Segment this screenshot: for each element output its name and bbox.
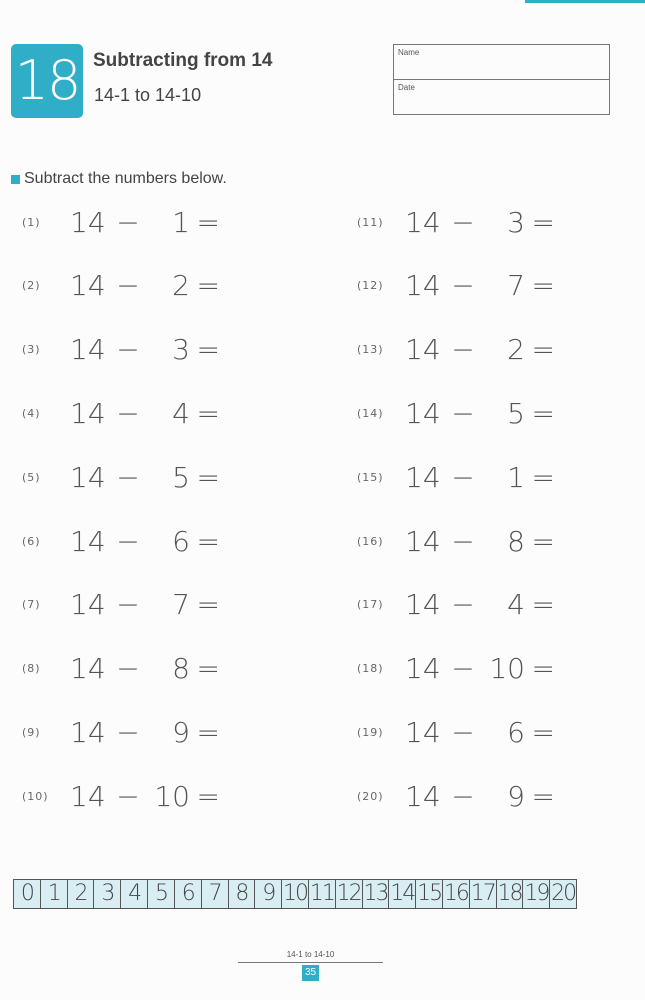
problem-number: (6): [22, 534, 41, 548]
minuend: 14: [70, 779, 106, 813]
minus-sign: −: [451, 333, 475, 367]
number-line-cell: 13: [363, 881, 388, 906]
subtrahend: 4: [507, 588, 525, 622]
minuend: 14: [405, 652, 441, 686]
minus-sign: −: [116, 269, 140, 303]
problem-item: [22, 649, 220, 689]
number-line-cell: 16: [443, 881, 468, 906]
minuend: 14: [405, 396, 441, 430]
subtrahend: 8: [507, 524, 525, 558]
minuend: 14: [70, 333, 106, 367]
problem-item: [357, 457, 555, 497]
problem-number: (18): [357, 662, 384, 676]
problem-number: (2): [22, 279, 41, 293]
subtrahend: 6: [507, 715, 525, 749]
minus-sign: −: [451, 715, 475, 749]
problem-item: [357, 202, 555, 242]
instruction: [11, 170, 227, 188]
worksheet-title: Subtracting from 14: [93, 50, 273, 71]
problem-item: [357, 712, 555, 752]
problem-item: [22, 521, 220, 561]
minus-sign: −: [451, 205, 475, 239]
minuend: 14: [70, 205, 106, 239]
number-line-cell: 7: [202, 880, 229, 908]
number-line-cell: 1: [41, 880, 68, 908]
problem-item: [357, 330, 555, 370]
minuend: 14: [405, 779, 441, 813]
problem-number: (14): [357, 406, 384, 420]
subtrahend: 3: [507, 205, 525, 239]
equals-sign: =: [531, 779, 555, 813]
problem-number: (16): [357, 534, 384, 548]
problem-number: (1): [22, 215, 41, 229]
equals-sign: =: [531, 524, 555, 558]
problem-number: (12): [357, 279, 384, 293]
problem-number: (8): [22, 662, 41, 676]
number-line-cell: 11: [309, 881, 334, 906]
worksheet-subtitle: 14-1 to 14-10: [94, 85, 202, 105]
problem-item: [22, 585, 220, 625]
minuend: 14: [405, 333, 441, 367]
subtrahend: 5: [507, 396, 525, 430]
equals-sign: =: [531, 205, 555, 239]
minuend: 14: [70, 652, 106, 686]
number-line: [13, 879, 577, 909]
equals-sign: =: [196, 396, 220, 430]
subtrahend: 5: [172, 460, 190, 494]
problem-item: [357, 585, 555, 625]
minus-sign: −: [116, 460, 140, 494]
number-line-cell: 6: [175, 880, 202, 908]
problem-number: (3): [22, 343, 41, 357]
number-line-cell: 17: [470, 881, 495, 906]
problem-item: [357, 393, 555, 433]
subtrahend: 7: [507, 269, 525, 303]
subtrahend: 9: [172, 715, 190, 749]
problem-item: [22, 202, 220, 242]
number-line-cell: 14: [390, 881, 415, 906]
minuend: 14: [70, 588, 106, 622]
subtrahend: 6: [172, 524, 190, 558]
minuend: 14: [70, 715, 106, 749]
subtrahend: 3: [172, 333, 190, 367]
problem-number: (11): [357, 215, 384, 229]
minus-sign: −: [451, 269, 475, 303]
number-line-cell: 9: [255, 880, 282, 908]
problem-number: (15): [357, 470, 384, 484]
problem-number: (9): [22, 725, 41, 739]
equals-sign: =: [196, 460, 220, 494]
equals-sign: =: [531, 652, 555, 686]
minus-sign: −: [451, 396, 475, 430]
minus-sign: −: [116, 333, 140, 367]
minus-sign: −: [451, 460, 475, 494]
minus-sign: −: [116, 652, 140, 686]
subtrahend: 1: [172, 205, 190, 239]
equals-sign: =: [531, 588, 555, 622]
minus-sign: −: [116, 524, 140, 558]
minuend: 14: [405, 715, 441, 749]
equals-sign: =: [531, 715, 555, 749]
subtrahend: 7: [172, 588, 190, 622]
number-line-cell: 15: [417, 881, 442, 906]
problem-number: (4): [22, 406, 41, 420]
problem-item: [22, 330, 220, 370]
name-label: Name: [398, 48, 420, 57]
subtrahend: 2: [172, 269, 190, 303]
subtrahend: 1: [507, 460, 525, 494]
top-accent-bar: [525, 0, 645, 3]
number-line-cell: 10: [283, 881, 308, 906]
minus-sign: −: [451, 652, 475, 686]
problem-number: (19): [357, 725, 384, 739]
number-line-cell: 20: [551, 881, 576, 906]
number-line-cell: 2: [68, 880, 95, 908]
problem-item: [22, 457, 220, 497]
minuend: 14: [70, 396, 106, 430]
name-field[interactable]: [394, 45, 609, 80]
problem-item: [22, 266, 220, 306]
equals-sign: =: [196, 333, 220, 367]
number-line-cell: 8: [229, 880, 256, 908]
number-line-cell: 19: [524, 881, 549, 906]
page-number: 35: [302, 965, 319, 981]
minus-sign: −: [451, 524, 475, 558]
problem-item: [357, 521, 555, 561]
equals-sign: =: [531, 460, 555, 494]
problem-number: (13): [357, 343, 384, 357]
equals-sign: =: [531, 333, 555, 367]
problem-item: [357, 649, 555, 689]
minus-sign: −: [116, 205, 140, 239]
problem-item: [357, 776, 555, 816]
lesson-number-badge: 18: [11, 44, 83, 118]
problem-number: (10): [22, 789, 49, 803]
problem-number: (20): [357, 789, 384, 803]
problem-number: (5): [22, 470, 41, 484]
bullet-square-icon: [11, 175, 20, 184]
number-line-cell: 0: [14, 880, 41, 908]
minuend: 14: [405, 588, 441, 622]
date-field[interactable]: [394, 80, 609, 115]
subtrahend: 4: [172, 396, 190, 430]
minus-sign: −: [451, 779, 475, 813]
equals-sign: =: [196, 524, 220, 558]
equals-sign: =: [531, 396, 555, 430]
equals-sign: =: [196, 205, 220, 239]
problem-item: [357, 266, 555, 306]
number-line-cell: 12: [336, 881, 361, 906]
minuend: 14: [405, 524, 441, 558]
problem-item: [22, 776, 220, 816]
problem-number: (7): [22, 598, 41, 612]
minuend: 14: [70, 460, 106, 494]
number-line-cell: 18: [497, 881, 522, 906]
minus-sign: −: [116, 588, 140, 622]
equals-sign: =: [196, 715, 220, 749]
minuend: 14: [405, 269, 441, 303]
minus-sign: −: [116, 396, 140, 430]
number-line-cell: 3: [94, 880, 121, 908]
equals-sign: =: [531, 269, 555, 303]
problem-item: [22, 712, 220, 752]
equals-sign: =: [196, 269, 220, 303]
subtrahend: 10: [154, 779, 190, 813]
minuend: 14: [405, 460, 441, 494]
equals-sign: =: [196, 779, 220, 813]
footer-label: 14-1 to 14-10: [238, 950, 383, 963]
minus-sign: −: [451, 588, 475, 622]
problem-item: [22, 393, 220, 433]
equals-sign: =: [196, 588, 220, 622]
problem-number: (17): [357, 598, 384, 612]
name-date-box: [393, 44, 610, 115]
subtrahend: 10: [489, 652, 525, 686]
minus-sign: −: [116, 779, 140, 813]
subtrahend: 9: [507, 779, 525, 813]
subtrahend: 2: [507, 333, 525, 367]
subtrahend: 8: [172, 652, 190, 686]
minuend: 14: [405, 205, 441, 239]
equals-sign: =: [196, 652, 220, 686]
number-line-cell: 4: [121, 880, 148, 908]
minuend: 14: [70, 269, 106, 303]
minuend: 14: [70, 524, 106, 558]
date-label: Date: [398, 83, 415, 92]
instruction-text: Subtract the numbers below.: [24, 170, 227, 187]
minus-sign: −: [116, 715, 140, 749]
number-line-cell: 5: [148, 880, 175, 908]
